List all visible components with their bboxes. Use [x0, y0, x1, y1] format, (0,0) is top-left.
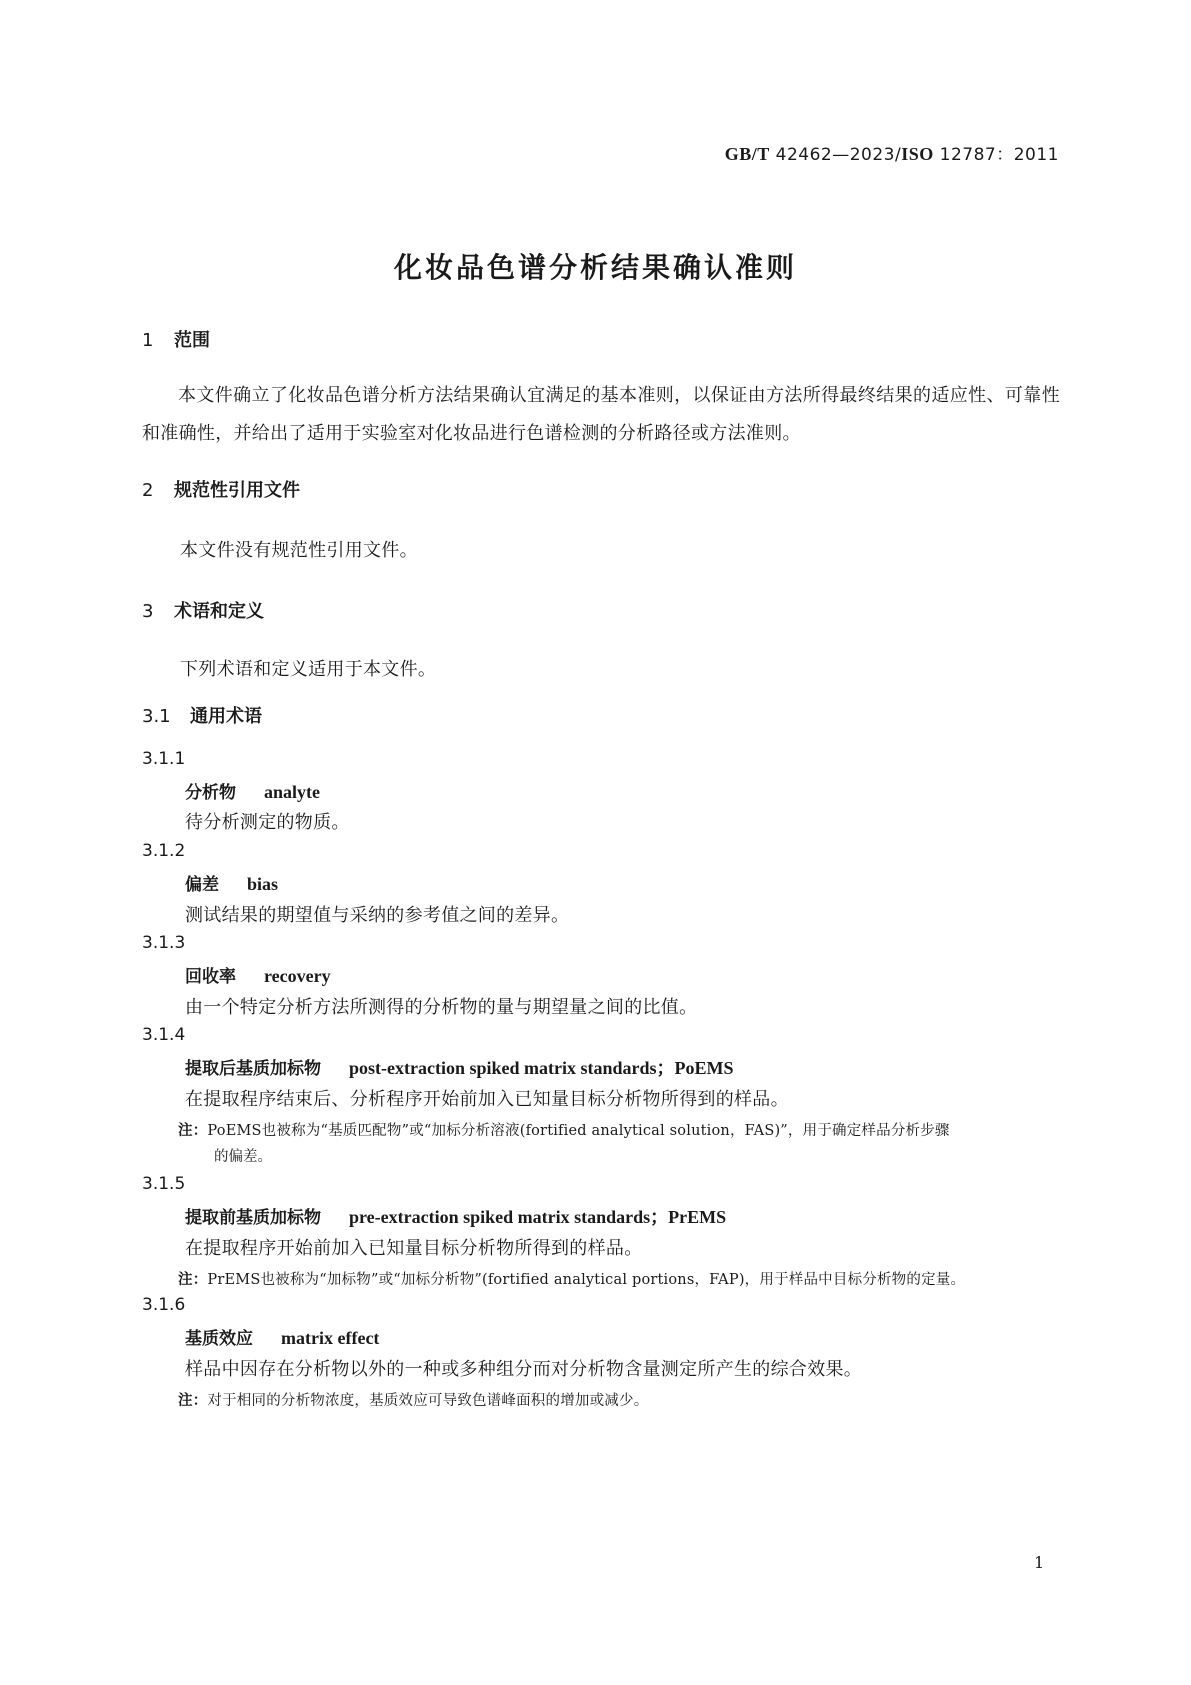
term-heading [185, 1203, 726, 1229]
term-en: recovery [264, 966, 331, 986]
section-title: 通用术语 [190, 706, 262, 727]
term-zh: 偏差 [185, 875, 219, 895]
term-en: bias [247, 874, 279, 894]
term-en: pre-extraction spiked matrix standards；PrEMS [349, 1207, 727, 1227]
section-3-paragraph: 下列术语和定义适用于本文件。 [180, 659, 437, 680]
term-heading [185, 1054, 734, 1080]
term-en: matrix effect [281, 1328, 380, 1348]
note-text: PrEMS也被称为“加标物”或“加标分析物”(fortified analytical portions，FAP)，用于样品中目标分析物的定量。 [207, 1272, 966, 1288]
term-definition: 由一个特定分析方法所测得的分析物的量与期望量之间的比值。 [185, 997, 698, 1018]
clause-number: 3.1.5 [142, 1174, 186, 1194]
note-label: 注： [178, 1123, 208, 1139]
iso-prefix: ISO [901, 144, 934, 164]
section-3-1-heading [142, 702, 262, 728]
section-number: 3 [142, 601, 154, 622]
clause-number: 3.1.1 [142, 749, 186, 769]
section-title: 术语和定义 [174, 601, 264, 622]
term-note [178, 1119, 950, 1140]
section-number: 3.1 [142, 706, 171, 727]
section-3-heading [142, 597, 264, 623]
standard-code [0, 140, 1059, 165]
page-number: 1 [1034, 1553, 1045, 1572]
section-1-paragraph: 本文件确立了化妆品色谱分析方法结果确认宜满足的基本准则，以保证由方法所得最终结果的适应性、可靠性和准确性，并给出了适用于实验室对化妆品进行色谱检测的分析路径或方法准则。 [142, 385, 1060, 444]
note-text: PoEMS也被称为“基质匹配物”或“加标分析溶液(fortified analytical solution，FAS)”，用于确定样品分析步骤 [207, 1123, 950, 1139]
term-definition: 在提取程序开始前加入已知量目标分析物所得到的样品。 [185, 1238, 643, 1259]
section-number: 2 [142, 480, 154, 501]
term-note [178, 1389, 648, 1410]
section-title: 规范性引用文件 [174, 480, 300, 501]
term-heading [185, 870, 278, 895]
document-title: 化妆品色谱分析结果确认准则 [393, 251, 797, 284]
term-definition: 在提取程序结束后、分析程序开始前加入已知量目标分析物所得到的样品。 [185, 1089, 789, 1110]
term-definition: 待分析测定的物质。 [185, 812, 350, 833]
term-heading [185, 962, 331, 987]
term-definition: 样品中因存在分析物以外的一种或多种组分而对分析物含量测定所产生的综合效果。 [185, 1359, 863, 1380]
term-note [178, 1268, 965, 1289]
section-title: 范围 [174, 330, 210, 351]
term-note-continuation: 的偏差。 [214, 1149, 272, 1165]
term-definition: 测试结果的期望值与采纳的参考值之间的差异。 [185, 905, 570, 926]
term-zh: 基质效应 [185, 1329, 253, 1349]
clause-number: 3.1.3 [142, 933, 186, 953]
clause-number: 3.1.2 [142, 841, 186, 861]
section-number: 1 [142, 330, 154, 351]
term-en: analyte [264, 782, 320, 802]
note-label: 注： [178, 1393, 208, 1409]
section-1-heading [142, 326, 210, 352]
note-label: 注： [178, 1272, 208, 1288]
term-zh: 分析物 [185, 783, 236, 803]
clause-number: 3.1.4 [142, 1025, 186, 1045]
section-2-heading [142, 476, 300, 502]
std-prefix: GB/T [724, 144, 770, 164]
term-zh: 提取后基质加标物 [185, 1059, 321, 1079]
note-text: 对于相同的分析物浓度，基质效应可导致色谱峰面积的增加或减少。 [207, 1393, 649, 1409]
term-heading [185, 1324, 379, 1349]
term-en: post-extraction spiked matrix standards；PoEMS [349, 1058, 734, 1078]
std-number: 42462—2023/ [769, 145, 902, 165]
iso-number: 12787：2011 [933, 145, 1059, 165]
section-2-paragraph: 本文件没有规范性引用文件。 [180, 540, 418, 561]
term-zh: 回收率 [185, 967, 236, 987]
term-heading [185, 778, 320, 803]
term-zh: 提取前基质加标物 [185, 1208, 321, 1228]
clause-number: 3.1.6 [142, 1295, 186, 1315]
